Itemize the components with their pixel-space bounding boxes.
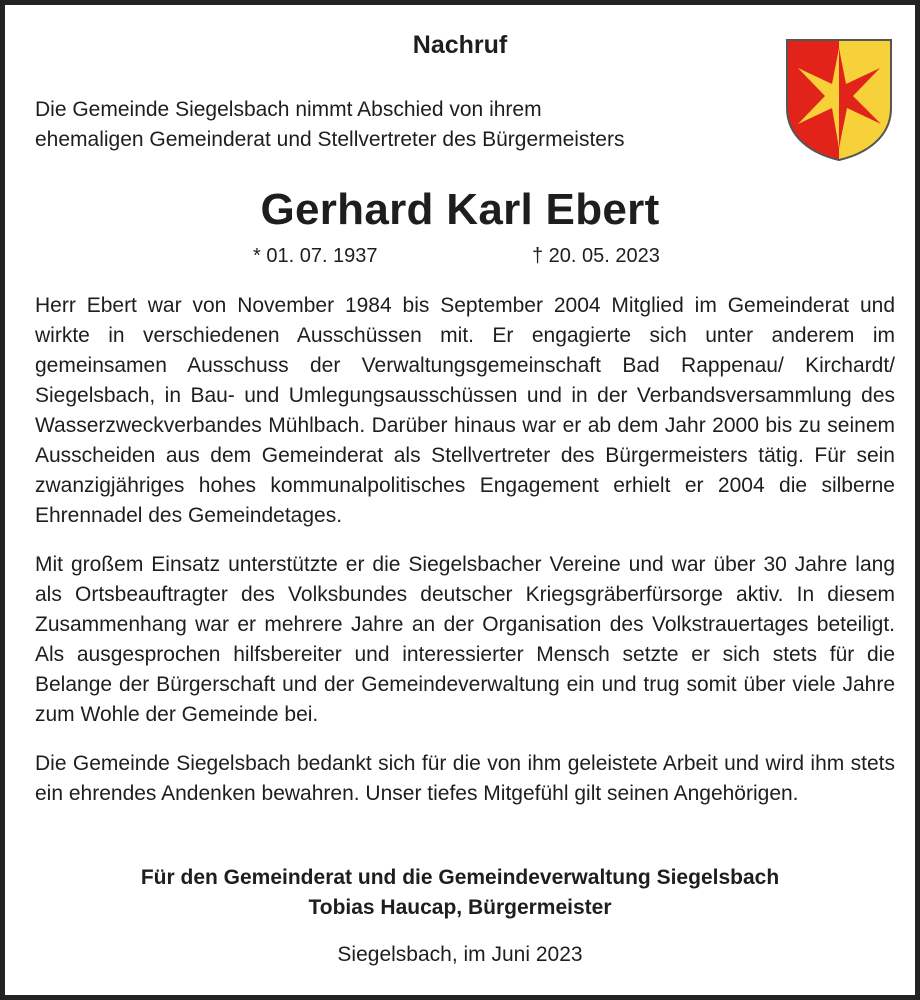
- intro-line-1: Die Gemeinde Siegelsbach nimmt Abschied von ihrem: [35, 98, 542, 121]
- place-date: Siegelsbach, im Juni 2023: [337, 943, 583, 966]
- signature: [5, 863, 915, 923]
- signature-line-1: Für den Gemeinderat und die Gemeindeverwaltung Siegelsbach: [140, 866, 780, 889]
- coat-of-arms-star-icon: [785, 38, 893, 162]
- death-date: † 20. 05. 2023: [532, 245, 660, 267]
- birth-date: * 01. 07. 1937: [253, 245, 378, 267]
- heading: Nachruf: [412, 31, 508, 59]
- paragraph-career: Herr Ebert war von November 1984 bis September 2004 Mitglied im Gemeinderat und wirkte in verschiedenen Ausschüssen mit. Er engagierte sich unter anderem im gemeinsamen Ausschuss der Verwaltungsgemeinschaft Bad Rappenau/ Kirchardt/ Siegelsbach, in Bau- und Umlegungsausschüssen und in der Verbandsversammlung des Wasserzweckverbandes Mühlbach. Darüber hinaus war er ab dem Jahr 2000 bis zu seinem Ausscheiden aus dem Gemeinderat als Stellvertreter des Bürgermeisters tätig. Für sein zwanzigjähriges hohes kommunalpolitisches Engagement erhielt er 2004 die silberne Ehrennadel des Gemeindetages.: [35, 294, 895, 527]
- paragraph-engagement: Mit großem Einsatz unterstützte er die Siegelsbacher Vereine und war über 30 Jahre lang als Ortsbeauftragter des Volksbundes deutscher Kriegsgräberfürsorge aktiv. In diesem Zusammenhang war er mehrere Jahre an der Organisation des Volkstrauertages beteiligt. Als ausgesprochen hilfsbereiter und interessierter Mensch setzte er sich stets für die Belange der Bürgerschaft und der Gemeindeverwaltung ein und trug somit über viele Jahre zum Wohle der Gemeinde bei.: [35, 553, 895, 726]
- intro-text: [35, 95, 755, 155]
- signature-line-2: Tobias Haucap, Bürgermeister: [308, 896, 612, 919]
- deceased-name: Gerhard Karl Ebert: [260, 185, 660, 234]
- paragraph-thanks: Die Gemeinde Siegelsbach bedankt sich für die von ihm geleistete Arbeit und wird ihm stets ein ehrendes Andenken bewahren. Unser tiefes Mitgefühl gilt seinen Angehörigen.: [35, 752, 895, 805]
- intro-line-2: ehemaligen Gemeinderat und Stellvertreter des Bürgermeisters: [35, 128, 625, 151]
